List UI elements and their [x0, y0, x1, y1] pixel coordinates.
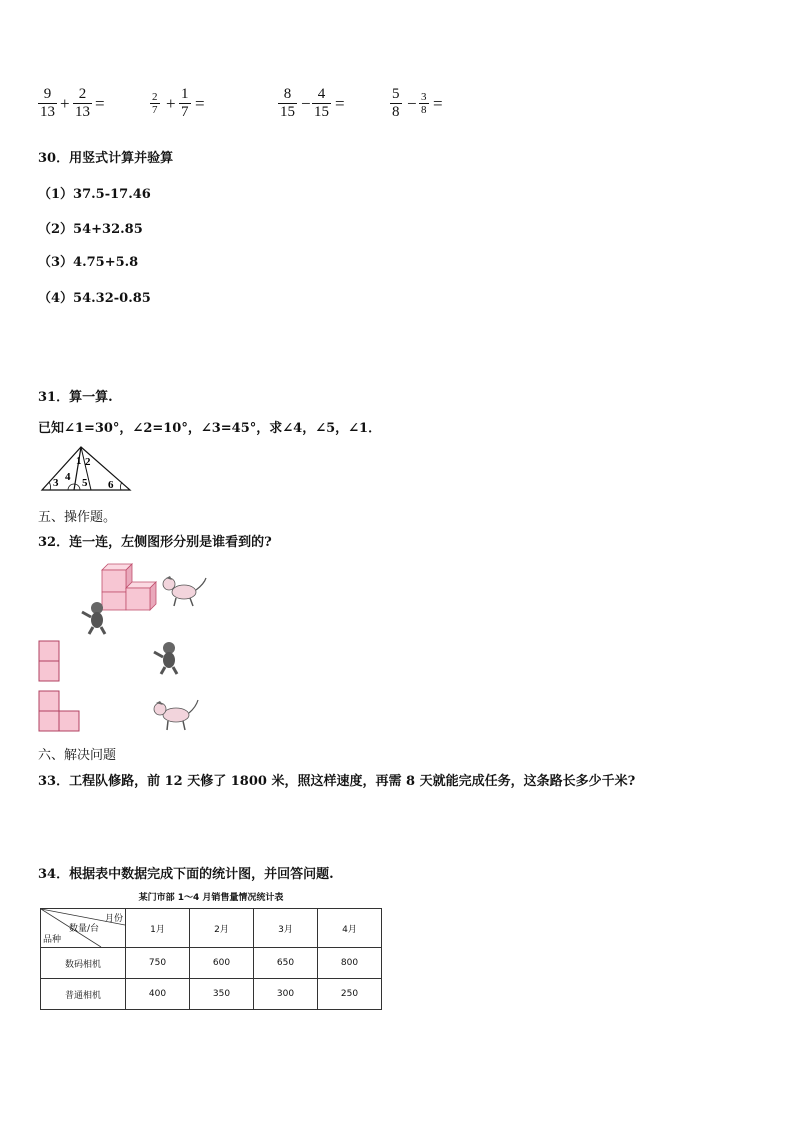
fraction: $\frac{4}{15}$ — [314, 86, 329, 120]
fraction: $\frac{1}{7}$ — [181, 86, 189, 120]
table-cell: 300 — [254, 979, 318, 1010]
question-31-text: 已知∠1=30°，∠2=10°，∠3=45°，求∠4，∠5，∠1． — [38, 421, 382, 436]
table-cell: 350 — [190, 979, 254, 1010]
fraction: $\frac{8}{15}$ — [280, 86, 295, 120]
equals-sign: = — [433, 94, 443, 113]
table-cell: 250 — [318, 979, 382, 1010]
fraction: $\frac{9}{13}$ — [40, 86, 55, 120]
question-31-title: 31．算一算. — [38, 390, 113, 405]
corner-label-month: 月份 — [104, 914, 123, 924]
angle-label: 5 — [82, 477, 88, 489]
monkey-icon — [150, 640, 186, 676]
table-cell: 650 — [254, 948, 318, 979]
equals-sign: = — [95, 94, 105, 113]
table-cell: 750 — [126, 948, 190, 979]
monkey-icon — [78, 600, 114, 636]
row-name: 数码相机 — [41, 948, 126, 979]
equals-sign: = — [335, 94, 345, 113]
corner-label-quantity: 数量/台 — [69, 924, 100, 934]
operator: − — [301, 94, 311, 113]
question-33-title: 33．工程队修路，前 12 天修了 1800 米，照这样速度，再需 8 天就能完成任务，这条路长多少千米? — [38, 774, 636, 789]
question-30-title: 30．用竖式计算并验算 — [38, 151, 174, 166]
q30-item: （4）54.32-0.85 — [38, 291, 151, 306]
table-row — [41, 948, 382, 979]
question-34-title: 34．根据表中数据完成下面的统计图，并回答问题. — [38, 867, 334, 882]
month-header: 4月 — [318, 909, 382, 948]
angle-label: 1 — [76, 455, 82, 467]
operator: − — [407, 94, 417, 113]
fraction: $\frac{5}{8}$ — [392, 86, 400, 120]
dog-icon — [150, 697, 200, 733]
view-figure-two-squares — [38, 640, 62, 684]
question-32-title: 32．连一连，左侧图形分别是谁看到的? — [38, 535, 272, 550]
angle-label: 4 — [65, 471, 71, 483]
header-corner-cell — [41, 909, 126, 948]
sales-table — [40, 908, 382, 1010]
section-5-heading: 五、操作题。 — [38, 510, 117, 525]
table-cell: 800 — [318, 948, 382, 979]
q30-item: （2）54+32.85 — [38, 222, 143, 237]
angle-label: 6 — [108, 479, 114, 491]
table-row — [41, 979, 382, 1010]
table-header-row — [41, 909, 382, 948]
month-header: 3月 — [254, 909, 318, 948]
table-cell: 600 — [190, 948, 254, 979]
month-header: 1月 — [126, 909, 190, 948]
section-6-heading: 六、解决问题 — [38, 748, 117, 763]
operator: + — [60, 94, 70, 113]
table-cell: 400 — [126, 979, 190, 1010]
triangle-diagram — [38, 444, 134, 492]
angle-label: 2 — [85, 456, 91, 468]
fraction: $\frac{2}{13}$ — [75, 86, 90, 120]
month-header: 2月 — [190, 909, 254, 948]
table-caption: 某门市部 1～4 月销售量情况统计表 — [138, 893, 284, 903]
angle-label: 3 — [53, 477, 59, 489]
fraction: $\frac{3}{8}$ — [421, 91, 427, 116]
operator: + — [166, 94, 176, 113]
q30-item: （3）4.75+5.8 — [38, 255, 139, 270]
row-name: 普通相机 — [41, 979, 126, 1010]
q30-item: （1）37.5-17.46 — [38, 187, 151, 202]
fraction: $\frac{2}{7}$ — [152, 91, 158, 116]
view-figure-l-shape — [38, 690, 84, 734]
equals-sign: = — [195, 94, 205, 113]
dog-icon — [160, 574, 208, 610]
corner-label-variety: 品种 — [43, 935, 62, 945]
